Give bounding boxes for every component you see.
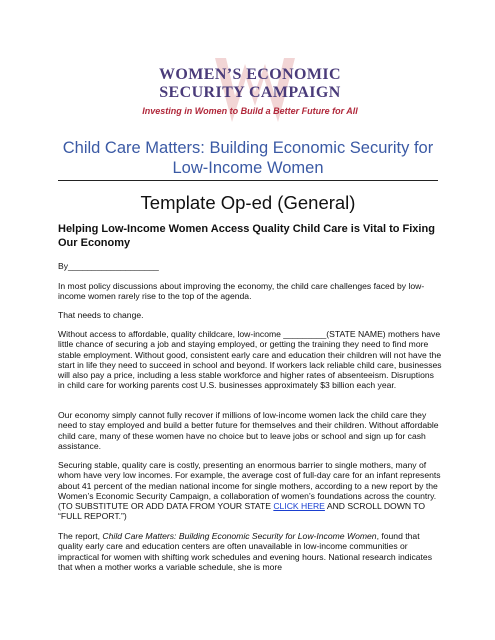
paragraph-3: Without access to affordable, quality childcare, low-income _________(STATE NAME) mothers have little chance of securing a job and staying employed, or getting the training they need to find more stable employment. Without good, consistent early care and education their children will not have the start in life they need to succeed in school and beyond. If workers lack reliable child care, businesses will also pay a price, including a less stable workforce and higher rates of absenteeism. Disruptions in child care for working parents cost U.S. businesses approximately $3 billion each year.: [58, 329, 442, 391]
paragraph-5-tail: AND SCROLL DOWN TO “FULL REPORT.”): [58, 501, 426, 522]
logo-line-2: SECURITY CAMPAIGN: [159, 84, 341, 101]
document-title: Child Care Matters: Building Economic Security for Low-Income Women: [62, 139, 434, 177]
paragraph-4: Our economy simply cannot fully recover if millions of low-income women lack the child care they need to stay employed and build a better future for themselves and their children. Without affordable child care, many of these women have no choice but to leave jobs or school and sign up for cash assistance.: [58, 410, 439, 451]
paragraph-2: That needs to change.: [58, 310, 144, 320]
document-subtitle: Template Op-ed (General): [140, 192, 356, 213]
paragraph-6-body: , found that quality early care and education centers are often unavailable in low-income communities or impractical for women with shifting work schedules and evening hours. National research indicates that when a mother works a variable schedule, she is more: [58, 531, 433, 572]
logo-line-1: WOMEN’S ECONOMIC: [159, 66, 341, 83]
report-title-italic: Child Care Matters: Building Economic Security for Low-Income Women: [102, 531, 377, 541]
paragraph-5-text: Securing stable, quality care is costly, presenting an enormous barrier to single mothers, many of whom have very low incomes. For example, the average cost of full-day care for an infant represents about 41 percent of the median national income for single mothers, according to a new report by the Women’s Economic Security Campaign, a collaboration of women’s foundations across the country. (TO SUBSTITUTE OR ADD DATA FROM YOUR STATE: [58, 460, 441, 512]
click-here-link[interactable]: CLICK HERE: [273, 501, 325, 512]
title-divider: [58, 180, 438, 181]
op-ed-headline: Helping Low-Income Women Access Quality Child Care is Vital to Fixing Our Economy: [58, 223, 435, 249]
paragraph-6: [58, 531, 442, 572]
logo-tagline: Investing in Women to Build a Better Future for All: [142, 106, 358, 116]
byline: By___________________: [58, 261, 159, 271]
paragraph-5: [58, 460, 442, 522]
paragraph-6-lead: The report,: [58, 531, 103, 541]
campaign-logo: [120, 58, 380, 126]
paragraph-1: In most policy discussions about improving the economy, the child care challenges faced by low-income women rarely rise to the top of the agenda.: [58, 281, 425, 302]
